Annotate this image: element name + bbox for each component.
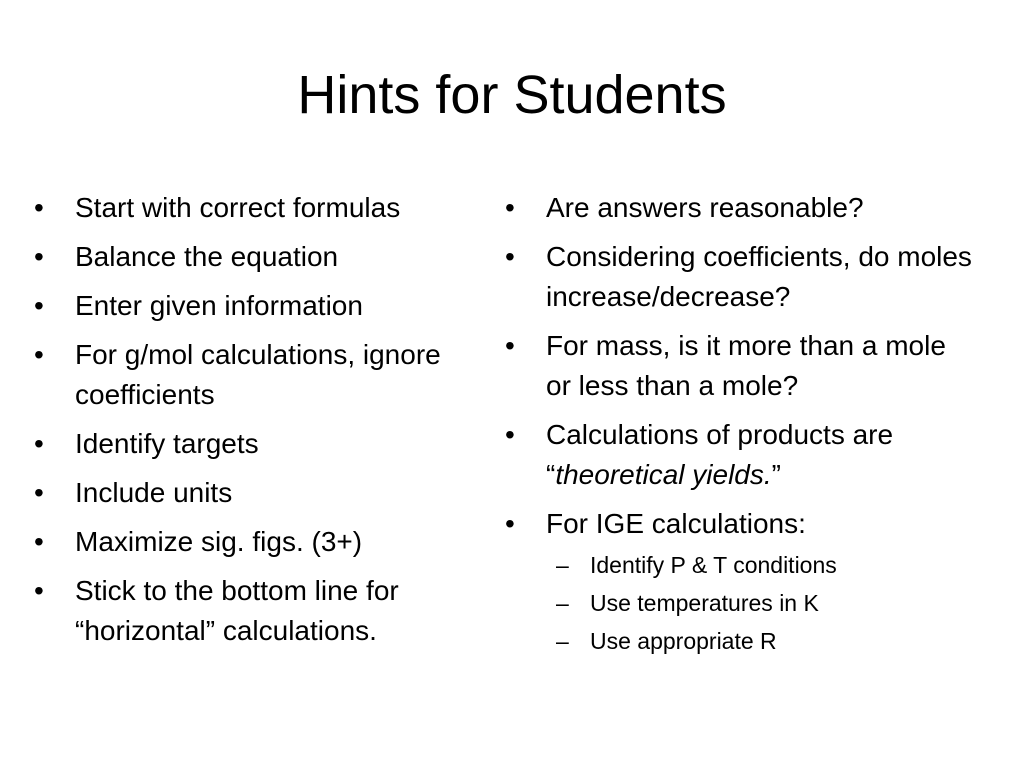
- list-item-text: Identify targets: [75, 428, 259, 459]
- bullet-icon: •: [34, 428, 44, 459]
- list-item: [34, 522, 484, 562]
- bullet-icon: •: [34, 526, 44, 557]
- list-item: [505, 237, 975, 317]
- bullet-icon: •: [505, 508, 515, 539]
- list-item: [505, 188, 975, 228]
- sub-list: [546, 549, 975, 658]
- list-item-text: Stick to the bottom line for “horizontal” calculations.: [75, 575, 399, 646]
- bullet-icon: •: [34, 339, 44, 370]
- bullet-icon: •: [34, 477, 44, 508]
- list-item-text: For mass, is it more than a mole or less than a mole?: [546, 330, 946, 401]
- slide-title: Hints for Students: [297, 65, 727, 125]
- bullet-icon: •: [505, 419, 515, 450]
- bullet-icon: •: [34, 575, 44, 606]
- dash-icon: –: [556, 552, 569, 578]
- bullet-icon: •: [34, 241, 44, 272]
- list-item-text: For g/mol calculations, ignore coefficients: [75, 339, 441, 410]
- bullet-icon: •: [505, 330, 515, 361]
- list-item: [34, 188, 484, 228]
- list-item: [34, 473, 484, 513]
- bullet-icon: •: [34, 192, 44, 223]
- list-item-text: Considering coefficients, do moles increase/decrease?: [546, 241, 972, 312]
- list-item: [505, 415, 975, 495]
- list-item: [34, 335, 484, 415]
- sub-list-item: [505, 625, 975, 658]
- sub-list-item-text: Identify P & T conditions: [590, 552, 837, 578]
- list-item-text: Are answers reasonable?: [546, 192, 864, 223]
- list-item-text-suffix: ”: [771, 459, 781, 490]
- list-item: [34, 286, 484, 326]
- sub-list-item-text: Use temperatures in K: [590, 590, 819, 616]
- dash-icon: –: [556, 628, 569, 654]
- sub-list-item: [505, 587, 975, 620]
- list-item-text: Maximize sig. figs. (3+): [75, 526, 363, 557]
- italic-term: theoretical yields.: [555, 459, 772, 490]
- bullet-icon: •: [505, 192, 515, 223]
- sub-list-item: [505, 549, 975, 582]
- list-item: [505, 326, 975, 406]
- list-item-text: Balance the equation: [75, 241, 339, 272]
- list-item-text: Enter given information: [75, 290, 363, 321]
- bullet-icon: •: [505, 241, 515, 272]
- list-item: [34, 424, 484, 464]
- left-bullet-list: [34, 188, 484, 660]
- list-item-text: Include units: [75, 477, 233, 508]
- list-item-text: Start with correct formulas: [75, 192, 401, 223]
- list-item-text-prefix: Calculations of products are “: [546, 419, 894, 490]
- list-item: [34, 237, 484, 277]
- right-bullet-list: [505, 188, 975, 667]
- sub-list-item-text: Use appropriate R: [590, 628, 777, 654]
- list-item-text: [546, 419, 893, 490]
- dash-icon: –: [556, 590, 569, 616]
- bullet-icon: •: [34, 290, 44, 321]
- list-item: [34, 571, 484, 651]
- list-item-text: For IGE calculations:: [546, 508, 806, 539]
- list-item: [505, 504, 975, 658]
